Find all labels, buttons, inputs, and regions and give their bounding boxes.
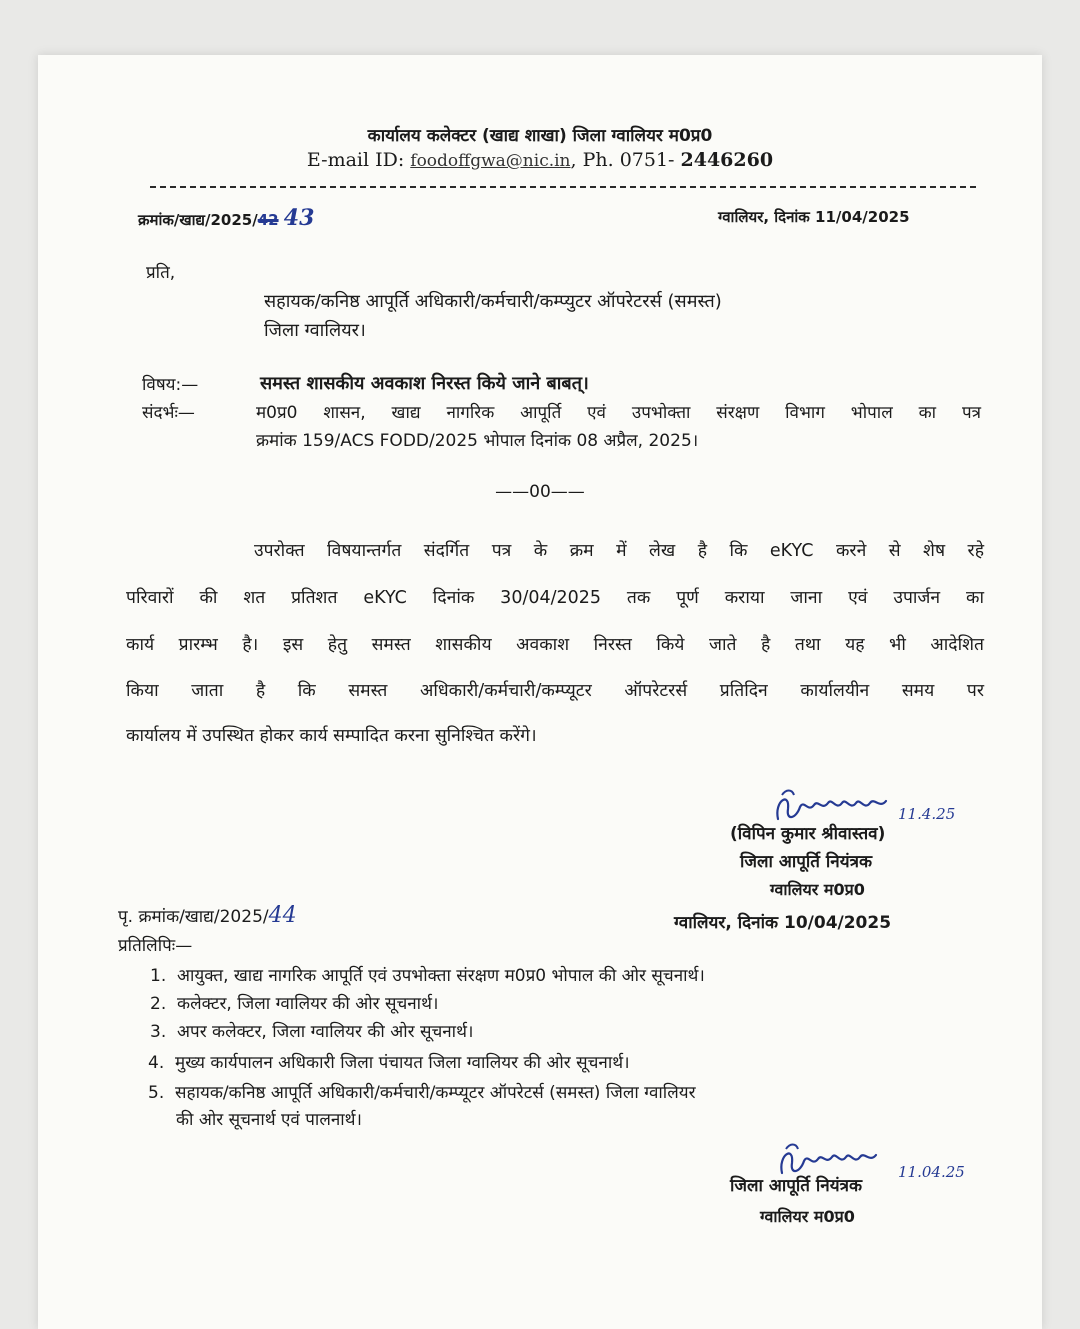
body-line: किया जाता है कि समस्त अधिकारी/कर्मचारी/कम्प्यूटर ऑपरेटरर्स प्रतिदिन कार्यालयीन समय पर <box>126 681 984 701</box>
signatory-location: ग्वालियर म0प्र0 <box>770 880 865 899</box>
signature-date: 11.04.25 <box>898 1163 965 1181</box>
addressee-line1: सहायक/कनिष्ठ आपूर्ति अधिकारी/कर्मचारी/कम्प्युटर ऑपरेटरर्स (समस्त) <box>264 291 722 312</box>
copy-list-item: 3. अपर कलेक्टर, जिला ग्वालियर की ओर सूचनार्थ। <box>150 1022 474 1042</box>
copy-list-item: 2. कलेक्टर, जिला ग्वालियर की ओर सूचनार्थ। <box>150 994 439 1014</box>
phone-number: 2446260 <box>680 149 774 171</box>
copy-label: प्रतिलिपिः— <box>118 936 193 956</box>
subject-text: समस्त शासकीय अवकाश निरस्त किये जाने बाबत्। <box>260 373 589 394</box>
reference-line1: म0प्र0 शासन, खाद्य नागरिक आपूर्ति एवं उपभोक्ता संरक्षण विभाग भोपाल का पत्र <box>256 403 981 423</box>
endorsement-place-date: ग्वालियर, दिनांक 10/04/2025 <box>674 913 892 933</box>
addressee-line2: जिला ग्वालियर। <box>264 320 366 341</box>
office-heading: कार्यालय कलेक्टर (खाद्य शाखा) जिला ग्वालियर म0प्र0 <box>367 126 713 146</box>
signatory-designation: जिला आपूर्ति नियंत्रक <box>730 1176 863 1196</box>
subject-label: विषय:— <box>142 375 199 395</box>
reference-prefix: क्रमांक/खाद्य/2025/ <box>138 211 258 229</box>
reference-line2: क्रमांक 159/ACS FODD/2025 भोपाल दिनांक 08 अप्रैल, 2025। <box>256 431 699 451</box>
header-divider <box>150 186 976 188</box>
copy-list-item: 1. आयुक्त, खाद्य नागरिक आपूर्ति एवं उपभोक्ता संरक्षण म0प्र0 भोपाल की ओर सूचनार्थ। <box>150 966 705 986</box>
handwritten-number: 43 <box>283 205 315 231</box>
reference-label: संदर्भः— <box>142 403 195 423</box>
signatory-name: (विपिन कुमार श्रीवास्तव) <box>730 824 886 844</box>
copy-list-item: 5. सहायक/कनिष्ठ आपूर्ति अधिकारी/कर्मचारी/कम्प्यूटर ऑपरेटर्स (समस्त) जिला ग्वालियर <box>148 1083 696 1103</box>
body-line: परिवारों की शत प्रतिशत eKYC दिनांक 30/04/2025 तक पूर्ण कराया जाना एवं उपार्जन का <box>126 588 984 608</box>
email-label: E-mail ID: <box>306 149 411 171</box>
body-line: कार्यालय में उपस्थित होकर कार्य सम्पादित करना सुनिश्चित करेंगे। <box>126 726 537 746</box>
body-line: उपरोक्त विषयान्तर्गत संदर्गित पत्र के क्रम में लेख है कि eKYC करने से शेष रहे <box>254 541 984 561</box>
reference-place-date: ग्वालियर, दिनांक 11/04/2025 <box>718 208 910 226</box>
struck-number: 42 <box>257 211 279 229</box>
copy-list-item-continuation: की ओर सूचनार्थ एवं पालनार्थ। <box>176 1110 362 1130</box>
signature-date: 11.4.25 <box>898 805 956 823</box>
signatory-designation: जिला आपूर्ति नियंत्रक <box>740 852 873 872</box>
copy-list-item: 4. मुख्य कार्यपालन अधिकारी जिला पंचायत जिला ग्वालियर की ओर सूचनार्थ। <box>148 1053 630 1073</box>
to-label: प्रति, <box>146 263 176 283</box>
letter-page <box>38 55 1042 1329</box>
email-link[interactable]: foodoffgwa@nic.in <box>410 151 571 171</box>
reference-number <box>138 205 314 231</box>
endorsement-number <box>118 903 297 928</box>
body-line: कार्य प्रारम्भ है। इस हेतु समस्त शासकीय अवकाश निरस्त किये जाते है तथा यह भी आदेशित <box>126 635 984 655</box>
phone-label: , Ph. 0751- <box>570 149 681 171</box>
separator: ——00—— <box>495 482 585 502</box>
endorsement-prefix: पृ. क्रमांक/खाद्य/2025/ <box>118 907 269 927</box>
endorsement-handwritten-number: 44 <box>268 903 297 928</box>
contact-line <box>38 149 1042 171</box>
signatory-location: ग्वालियर म0प्र0 <box>760 1207 855 1226</box>
